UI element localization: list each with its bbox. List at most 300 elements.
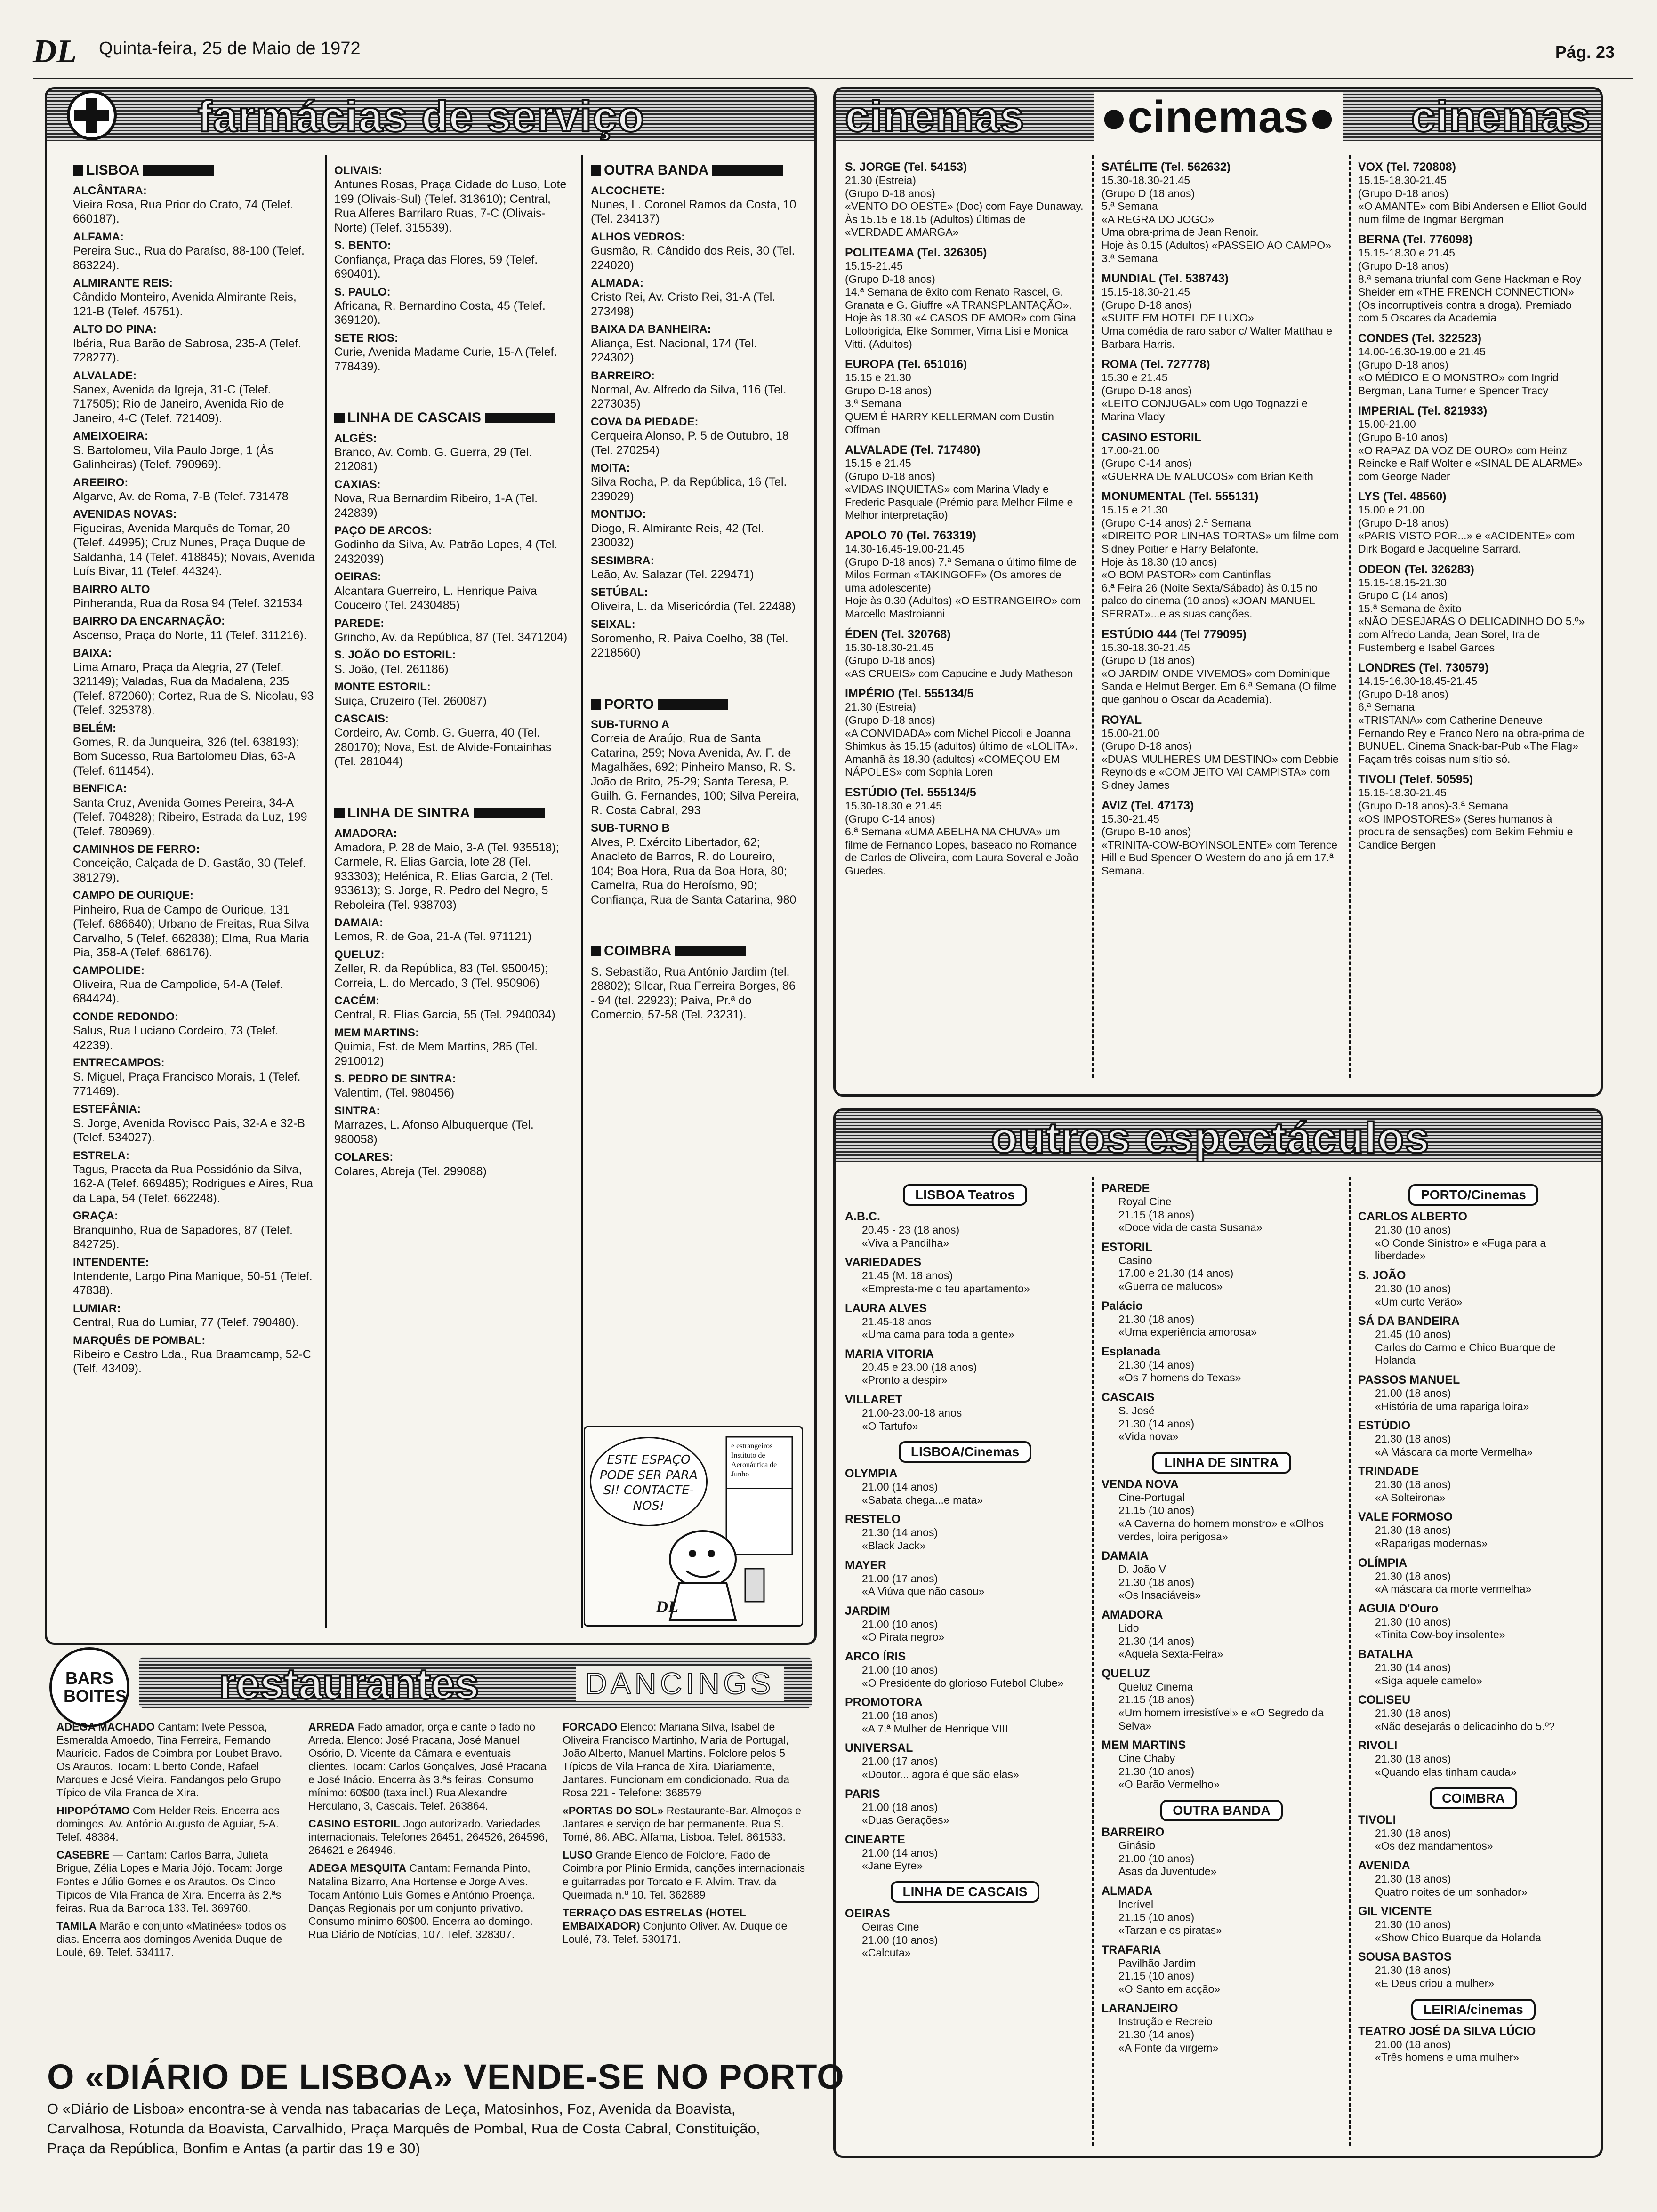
header-rule	[33, 78, 1633, 79]
locality-label: ALTO DO PINA:	[73, 323, 157, 336]
show-detail: «Vida nova»	[1118, 1430, 1179, 1443]
other-shows-banner	[836, 1111, 1601, 1162]
pharmacy-entry: Diogo, R. Almirante Reis, 42 (Tel. 230032)	[591, 521, 764, 550]
venue-name: RESTELO	[845, 1513, 901, 1526]
venue-name: JARDIM	[845, 1604, 890, 1618]
locality-label: SEIXAL:	[591, 618, 635, 631]
show-listing	[845, 1255, 1085, 1295]
locality-label: BENFICA:	[73, 782, 127, 795]
pharmacy-entry: Algarve, Av. de Roma, 7-B (Telef. 731478	[73, 489, 289, 503]
show-detail: 21.30 (14 anos)	[1118, 2028, 1195, 2041]
cinema-details: 15.15-18.30-21.45 (Grupo D-18 anos)-3.ª Semana «OS IMPOSTORES» (Seres humanos à procura de sensações) com Bekim Fehmiu e Candice Bergen	[1358, 786, 1573, 851]
venue-name: ALMADA	[1102, 1884, 1153, 1898]
restaurant-listing	[308, 1817, 548, 1857]
restaurant-listing	[563, 1848, 807, 1901]
show-listing	[845, 1833, 1085, 1873]
show-detail: «Tarzan e os piratas»	[1118, 1924, 1222, 1937]
restaurant-name: CASINO ESTORIL	[308, 1818, 401, 1830]
column-divider	[581, 155, 583, 1628]
show-listing	[845, 1393, 1085, 1433]
show-detail: 21.30 (14 anos)	[1118, 1417, 1195, 1430]
restaurant-listing	[563, 1906, 807, 1946]
show-detail: 21.30 (18 anos)	[1118, 1576, 1195, 1588]
locality-label: OLIVAIS:	[334, 164, 383, 177]
venue-name: MEM MARTINS	[1102, 1739, 1186, 1752]
pharmacy-entry: Curie, Avenida Madame Curie, 15-A (Telef. 778439).	[334, 345, 557, 373]
restaurant-listing	[563, 1804, 807, 1843]
locality-label: BAIRRO DA ENCARNAÇÃO:	[73, 615, 225, 628]
pharmacy-entry: Central, R. Elias Garcia, 55 (Tel. 2940034)	[334, 1008, 555, 1022]
cinemas-column-1	[845, 160, 1085, 884]
locality-label: BELÉM:	[73, 721, 116, 735]
show-listing	[1358, 2024, 1589, 2064]
other-shows-panel	[833, 1108, 1603, 2158]
restaurant-listing	[56, 1720, 297, 1799]
locality-label: MOITA:	[591, 462, 630, 475]
venue-name: LAURA ALVES	[845, 1301, 927, 1315]
show-detail: 21.00 (14 anos)	[862, 1481, 938, 1493]
page-number: Pág. 23	[1555, 42, 1615, 62]
locality-label: S. JOÃO DO ESTORIL:	[334, 649, 456, 662]
restaurant-details: Restaurante-Bar. Almoços e Jantares e serviço de bar permanente. Rua S. Tomé, 86. ABC. Alfama, Lisboa. Telef. 861533.	[563, 1804, 802, 1843]
pharmacy-entry: S. João, (Tel. 261186)	[334, 662, 449, 676]
cinema-listing	[845, 687, 1085, 779]
venue-name: RIVOLI	[1358, 1739, 1398, 1753]
pharmacy-entry: Confiança, Praça das Flores, 59 (Telef. 690401).	[334, 253, 538, 281]
locality-label: MEM MARTINS:	[334, 1026, 419, 1039]
show-detail: «Show Chico Buarque da Holanda	[1375, 1931, 1541, 1944]
show-detail: «A Solteirona»	[1375, 1491, 1446, 1504]
show-detail: «A 7.ª Mulher de Henrique VIII	[862, 1722, 1008, 1735]
show-detail: Lido	[1118, 1622, 1139, 1635]
show-detail: 21.30 (18 anos)	[1375, 1964, 1451, 1977]
pharmacy-entry: Cristo Rei, Av. Cristo Rei, 31-A (Tel. 273498)	[591, 290, 776, 318]
cinema-listing	[845, 627, 1085, 681]
subsection-label: PORTO/Cinemas	[1408, 1184, 1538, 1206]
cinema-details: 15.00-21.00 (Grupo B-10 anos) «O RAPAZ DA VOZ DE OURO» com Heinz Reincke e Ralf Wolter e «SINAL DE ALARME» com George Nader	[1358, 418, 1583, 482]
cinema-listing	[1102, 357, 1342, 423]
venue-name: PAREDE	[1102, 1182, 1150, 1195]
bars-boites-badge	[49, 1647, 129, 1727]
headline-subtext: O «Diário de Lisboa» encontra-se à venda nas tabacarias de Leça, Matosinhos, Foz, Avenida da Boavista, Carvalhosa, Rotunda da Boavista, Carvalhido, Praça Marquês de Pombal, Rua de Costa Cabral, Constituição, Praça da República, Bonfim e Antas (a partir das 19 e 30)	[47, 2100, 760, 2156]
locality-label: CAXIAS:	[334, 478, 381, 491]
show-listing	[845, 1347, 1085, 1387]
locality-label: S. PAULO:	[334, 285, 391, 298]
locality-label: PAÇO DE ARCOS:	[334, 524, 433, 537]
show-detail: 17.00 e 21.30 (14 anos)	[1118, 1267, 1234, 1280]
locality-label: ALMADA:	[591, 277, 643, 290]
show-detail: «A Caverna do homem monstro» e «Olhos verdes, loira perigosa»	[1118, 1517, 1324, 1543]
pharmacy-entry: Lemos, R. de Goa, 21-A (Tel. 971121)	[334, 930, 532, 944]
subsection-wrap	[845, 1438, 1085, 1467]
show-detail: «Jane Eyre»	[862, 1859, 923, 1872]
show-detail: «História de uma rapariga loira»	[1375, 1400, 1529, 1412]
show-detail: «O Conde Sinistro» e «Fuga para a liberdade»	[1375, 1236, 1546, 1262]
show-detail: 20.45 - 23 (18 anos)	[862, 1224, 960, 1236]
show-detail: «Siga aquele camelo»	[1375, 1674, 1482, 1687]
show-detail: «Pronto a despir»	[862, 1374, 948, 1387]
show-detail: 21.30 (10 anos)	[1375, 1918, 1451, 1931]
restaurant-name: TAMILA	[56, 1919, 97, 1932]
cinema-name: ROYAL	[1102, 713, 1142, 727]
show-detail: «A Máscara da morte Vermelha»	[1375, 1445, 1533, 1458]
show-detail: «Um curto Verão»	[1375, 1295, 1463, 1308]
cinema-listing	[845, 785, 1085, 878]
show-listing	[1102, 1943, 1342, 1996]
show-detail: «O Barão Vermelho»	[1118, 1778, 1220, 1791]
cinema-details: 15.15-18.30-21.45 (Grupo D-18 anos) «SUITE EM HOTEL DE LUXO» Uma comédia de raro sabor c/ Walter Matthau e Barbara Harris.	[1102, 286, 1333, 350]
cinema-listing	[1358, 160, 1589, 226]
cinema-name: LYS (Tel. 48560)	[1358, 490, 1447, 504]
show-detail: 21.30 (18 anos)	[1375, 1827, 1451, 1839]
show-listing	[1358, 1268, 1589, 1308]
cinema-listing	[845, 443, 1085, 522]
show-detail: 21.00 (14 anos)	[862, 1846, 938, 1859]
show-detail: Casino	[1118, 1254, 1152, 1266]
show-detail: «Quando elas tinham cauda»	[1375, 1766, 1517, 1778]
locality-label: BARREIRO:	[591, 369, 655, 382]
cinema-name: MUNDIAL (Tel. 538743)	[1102, 272, 1229, 286]
venue-name: BATALHA	[1358, 1648, 1414, 1661]
pharmacy-entry: Branquinho, Rua de Sapadores, 87 (Telef. 842725).	[73, 1223, 293, 1251]
show-listing	[1102, 1181, 1342, 1234]
locality-label: S. BENTO:	[334, 239, 391, 252]
restaurant-details: Marão e conjunto «Matinées» todos os dias. Encerra aos domingos Avenida Duque de Loulé, 69. Telef. 534117.	[56, 1919, 286, 1958]
pharmacy-entry: Alves, P. Exército Libertador, 62; Anacleto de Barros, R. do Loureiro, 104; Boa Hora, Rua da Boa Hora, 80; Camelra, Rua do Heroísmo, 90; Confiança, Rua de Santa Catarina, 980	[591, 835, 796, 906]
pharmacy-entry: Amadora, P. 28 de Maio, 3-A (Tel. 935518); Carmele, R. Elias Garcia, lote 28 (Tel. 933303); Helénica, R. Elias Garcia, 2 (Tel. 933613); S. Jorge, R. Pedro del Negro, 5 Reboleira (Tel. 938703)	[334, 841, 559, 912]
restaurant-name: TERRAÇO DAS ESTRELAS (HOTEL EMBAIXADOR)	[563, 1906, 746, 1932]
locality-label: INTENDENTE:	[73, 1256, 149, 1269]
locality-label: CASCAIS:	[334, 713, 389, 726]
show-detail: 21.00 (18 anos)	[862, 1801, 938, 1813]
cinema-name: ROMA (Tel. 727778)	[1102, 358, 1210, 371]
locality-label: CACÉM:	[334, 994, 379, 1008]
pharmacy-entry: Leão, Av. Salazar (Tel. 229471)	[591, 568, 754, 581]
section-heading: LINHA DE CASCAIS	[334, 409, 574, 427]
pharmacy-entry: Correia de Araújo, Rua de Santa Catarina, 259; Nova Avenida, Av. F. de Magalhães, 692; Pinheiro Manso, R. S. João de Brito, 25-29; Santa Teresa, P. Guilh. G. Fernandes, 100; Silva Pereira, R. Costa Cabral, 293	[591, 732, 800, 817]
headline: O «DIÁRIO DE LISBOA» VENDE-SE NO PORTO	[47, 2057, 845, 2096]
show-detail: 21.30 (18 anos)	[1375, 1872, 1451, 1885]
show-detail: 21.00 (10 anos)	[1118, 1852, 1195, 1865]
locality-label: CAMPOLIDE:	[73, 964, 145, 977]
locality-label: BAIXA:	[73, 647, 112, 660]
pharmacy-entry: Quimia, Est. de Mem Martins, 285 (Tel. 2910012)	[334, 1040, 538, 1068]
venue-name: QUELUZ	[1102, 1667, 1150, 1680]
other-shows-column-1	[845, 1181, 1085, 1965]
locality-label: PAREDE:	[334, 617, 385, 630]
show-listing	[1102, 1738, 1342, 1791]
show-detail: «A máscara da morte vermelha»	[1375, 1583, 1532, 1595]
show-listing	[845, 1604, 1085, 1644]
cinema-name: ODEON (Tel. 326283)	[1358, 562, 1474, 576]
show-detail: 21.45 (M. 18 anos)	[862, 1269, 953, 1282]
show-detail: 21.00 (18 anos)	[1375, 2038, 1451, 2051]
venue-name: CARLOS ALBERTO	[1358, 1210, 1467, 1224]
show-listing	[1358, 1602, 1589, 1642]
cinema-name: ALVALADE (Tel. 717480)	[845, 443, 981, 457]
show-detail: 21.00 (17 anos)	[862, 1572, 938, 1585]
venue-name: AVENIDA	[1358, 1859, 1410, 1872]
locality-label: BAIRRO ALTO	[73, 583, 150, 596]
restaurant-details: Cantam: Ivete Pessoa, Esmeralda Amoedo, Tina Ferreira, Fernando Maurício. Fados de Coimbra por Loubet Bravo. Os Arautos. Tocam: Liberto Conde, Rafael Marques e José Vieira. Fandangos pelo Grupo Típico de Vila Franca de Xira.	[56, 1721, 282, 1799]
cinema-listing	[1358, 661, 1589, 766]
pharmacy-entry: Cordeiro, Av. Comb. G. Guerra, 40 (Tel. 280170); Nova, Est. de Alvide-Fontainhas (Tel. 281044)	[334, 726, 552, 769]
show-detail: Oeiras Cine	[862, 1921, 919, 1933]
venue-name: DAMAIA	[1102, 1549, 1149, 1563]
show-detail: «Aquela Sexta-Feira»	[1118, 1648, 1223, 1660]
show-listing	[845, 1467, 1085, 1507]
cinema-listing	[845, 529, 1085, 621]
pharmacy-entry: Zeller, R. da República, 83 (Tel. 950045); Correia, L. do Mercado, 3 (Tel. 950906)	[334, 962, 548, 990]
venue-name: PASSOS MANUEL	[1358, 1373, 1460, 1387]
cinema-name: EUROPA (Tel. 651016)	[845, 358, 967, 371]
venue-name: VARIEDADES	[845, 1256, 922, 1269]
cinema-name: TIVOLI (Telef. 50595)	[1358, 773, 1473, 786]
show-detail: 21.30 (10 anos)	[1375, 1224, 1451, 1236]
cinema-details: 15.15-18.30-21.45 (Grupo D-18 anos) «O AMANTE» com Bibi Andersen e Elliot Gould num filme de Ingmar Bergman	[1358, 174, 1587, 225]
show-detail: «E Deus criou a mulher»	[1375, 1977, 1495, 1989]
show-listing	[1102, 1549, 1342, 1602]
venue-name: OLÍMPIA	[1358, 1556, 1408, 1570]
venue-name: VALE FORMOSO	[1358, 1510, 1453, 1524]
cinema-details: 15.30-18.30-21.45 (Grupo D-18 anos) «AS CRUEIS» com Capucine e Judy Matheson	[845, 641, 1073, 680]
venue-name: Esplanada	[1102, 1345, 1161, 1358]
locality-label: CAMINHOS DE FERRO:	[73, 843, 200, 856]
cinemas-column-2	[1102, 160, 1342, 884]
cinema-listing	[1358, 562, 1589, 655]
restaurant-details: Conjunto Oliver. Av. Duque de Loulé, 73. Telef. 530171.	[563, 1919, 788, 1945]
show-listing	[1358, 1950, 1589, 1990]
pharmacy-entry: Pinheiro, Rua de Campo de Ourique, 131 (Telef. 686640); Urbano de Freitas, Rua Silva Carvalho, 5 (Telef. 662838); Elma, Rua Maria Pia, 358-A (Telef. 686176).	[73, 903, 309, 960]
pharmacy-entry: Conceição, Calçada de D. Gastão, 30 (Telef. 381279).	[73, 857, 306, 884]
pharmacy-entry: Grincho, Av. da República, 87 (Tel. 3471204)	[334, 630, 568, 644]
venue-name: UNIVERSAL	[845, 1741, 913, 1755]
subsection-label: OUTRA BANDA	[1160, 1800, 1282, 1821]
column-divider	[1092, 155, 1094, 1078]
venue-name: OLYMPIA	[845, 1467, 898, 1481]
show-detail: «O Presidente do glorioso Futebol Clube»	[862, 1676, 1064, 1689]
cartoon-speech-bubble: ESTE ESPAÇO PODE SER PARA SI! CONTACTE-NOS!	[590, 1437, 708, 1526]
restaurant-listing	[56, 1848, 297, 1914]
pharmacy-entry: Sanex, Avenida da Igreja, 31-C (Telef. 717505); Rio de Janeiro, Avenida Rio de Janeiro, 4-C (Telef. 721409).	[73, 383, 284, 425]
show-detail: 21.30 (18 anos)	[1375, 1707, 1451, 1720]
show-detail: S. José	[1118, 1404, 1155, 1417]
show-detail: «Uma cama para toda a gente»	[862, 1328, 1014, 1341]
pharmacy-entry: Godinho da Silva, Av. Patrão Lopes, 4 (Tel. 2432039)	[334, 538, 558, 566]
show-detail: Royal Cine	[1118, 1195, 1172, 1208]
show-detail: «Doce vida de casta Susana»	[1118, 1221, 1263, 1234]
subsection-label: LEIRIA/cinemas	[1411, 1999, 1536, 2020]
cinema-details: 21.30 (Estreia) (Grupo D-18 anos) «VENTO DO OESTE» (Doc) com Faye Dunaway. Às 15.15 e 18.15 (Adultos) últimas de «VERDADE AMARGA»	[845, 174, 1084, 239]
pharmacy-entry: S. Bartolomeu, Vila Paulo Jorge, 1 (Às Galinheiras) (Telef. 790969).	[73, 443, 274, 472]
locality-label: SETE RIOS:	[334, 331, 399, 345]
locality-label: ESTRELA:	[73, 1149, 129, 1162]
show-detail: «Doutor... agora é que são elas»	[862, 1768, 1019, 1780]
restaurants-banner	[139, 1657, 812, 1708]
cinema-details: 15.30-18.30-21.45 (Grupo D (18 anos) «O JARDIM ONDE VIVEMOS» com Dominique Sanda e Helmut Berger. Em 6.ª Semana (O filme que ganhou o Oscar da Academia).	[1102, 641, 1337, 705]
pharmacy-entry: Figueiras, Avenida Marquês de Tomar, 20 (Telef. 44995); Cruz Nunes, Praça Duque de Saldanha, 14 (Telef. 418845); Novais, Avenida Luís Bivar, 11 (Telef. 44324).	[73, 521, 315, 578]
restaurant-name: ADEGA MESQUITA	[308, 1862, 407, 1875]
cinema-listing	[1102, 713, 1342, 792]
restaurant-name: CASEBRE	[56, 1849, 110, 1861]
show-listing	[1102, 1240, 1342, 1293]
pharmacy-entry: Pinheranda, Rua da Rosa 94 (Telef. 321534	[73, 596, 303, 610]
show-detail: 21.30 (14 anos)	[1375, 1661, 1451, 1674]
show-listing	[1358, 1373, 1589, 1413]
cinema-listing	[1102, 489, 1342, 620]
show-listing	[1358, 1510, 1589, 1550]
restaurant-details: Fado amador, orça e cante o fado no Arreda. Elenco: José Pracana, José Manuel Osório, D. Vicente da Câmara e eventuais clientes. Tocam: Carlos Gonçalves, José Pracana e José Inácio. Encerra às 3.ªs feiras. Consumo mínimo: 60$00 (taxa incl.) Rua Alexandre Herculano, 3, Cascais. Telef. 263864.	[308, 1721, 547, 1812]
locality-label: GRAÇA:	[73, 1210, 118, 1223]
show-listing	[1102, 2001, 1342, 2054]
cinema-listing	[1102, 627, 1342, 706]
show-detail: 21.30 (18 anos)	[1375, 1570, 1451, 1582]
pharmacies-title: farmácias de serviço	[198, 93, 645, 141]
show-detail: «O Pirata negro»	[862, 1631, 945, 1643]
subsection-wrap	[1358, 1785, 1589, 1813]
show-detail: Cine-Portugal	[1118, 1491, 1185, 1504]
cinema-name: CASINO ESTORIL	[1102, 430, 1202, 444]
pharmacy-entry: Ascenso, Praça do Norte, 11 (Telef. 311216).	[73, 628, 307, 642]
show-detail: 21.00 (17 anos)	[862, 1755, 938, 1768]
show-listing	[1102, 1884, 1342, 1937]
restaurants-section	[45, 1647, 812, 2043]
cinema-name: SATÉLITE (Tel. 562632)	[1102, 160, 1231, 174]
pharmacy-entry: Ribeiro e Castro Lda., Rua Braamcamp, 52-C (Telf. 43409).	[73, 1347, 311, 1376]
cinemas-column-3	[1358, 160, 1589, 858]
show-detail: 21.00 (18 anos)	[862, 1709, 938, 1722]
pharmacy-entry: Intendente, Largo Pina Manique, 50-51 (Telef. 47838).	[73, 1269, 313, 1298]
pharmacy-entry: Santa Cruz, Avenida Gomes Pereira, 34-A (Telef. 704828); Ribeiro, Estrada da Luz, 199 (Telef. 780969).	[73, 796, 307, 838]
subsection-label: LISBOA Teatros	[903, 1184, 1027, 1206]
show-listing	[1358, 1210, 1589, 1263]
show-listing	[1358, 1314, 1589, 1367]
show-detail: 21.00 (10 anos)	[862, 1664, 938, 1676]
show-detail: 21.30 (14 anos)	[1118, 1635, 1195, 1647]
show-listing	[845, 1741, 1085, 1781]
venue-name: TRINDADE	[1358, 1465, 1419, 1478]
advertising-cartoon	[584, 1426, 803, 1627]
locality-label: ALVALADE:	[73, 369, 137, 382]
venue-name: LARANJEIRO	[1102, 2002, 1178, 2015]
show-detail: Queluz Cinema	[1118, 1680, 1193, 1693]
cinemas-title-right: cinemas	[1411, 93, 1591, 141]
section-heading: LINHA DE SINTRA	[334, 805, 574, 822]
show-detail: 21.00-23.00-18 anos	[862, 1406, 962, 1419]
subsection-wrap	[1102, 1449, 1342, 1477]
locality-label: ALHOS VEDROS:	[591, 230, 685, 243]
cinema-name: S. JORGE (Tel. 54153)	[845, 160, 967, 174]
cinema-details: 15.30 e 21.45 (Grupo D-18 anos) «LEITO CONJUGAL» com Ugo Tognazzi e Marina Vlady	[1102, 371, 1308, 423]
show-detail: 21.30 (18 anos)	[1375, 1753, 1451, 1765]
cinemas-title-center: ●cinemas●	[1094, 92, 1342, 141]
cinema-name: VOX (Tel. 720808)	[1358, 160, 1456, 174]
locality-label: ESTEFÂNIA:	[73, 1103, 141, 1116]
cartoon-signature: DL	[656, 1597, 678, 1616]
restaurant-details: Jogo autorizado. Variedades internacionais. Telefones 26451, 264526, 264596, 264621 e 264946.	[308, 1818, 548, 1857]
subsection-label: LISBOA/Cinemas	[899, 1441, 1031, 1463]
show-listing	[845, 1512, 1085, 1552]
show-listing	[845, 1787, 1085, 1827]
venue-name: TIVOLI	[1358, 1813, 1396, 1827]
locality-label: ALCOCHETE:	[591, 184, 665, 197]
pharmacy-entry: Oliveira, Rua de Campolide, 54-A (Telef. 684424).	[73, 978, 283, 1006]
show-detail: 21.45 (10 anos)	[1375, 1328, 1451, 1341]
pharmacy-entry: Branco, Av. Comb. G. Guerra, 29 (Tel. 212081)	[334, 445, 532, 473]
show-listing	[1358, 1556, 1589, 1596]
restaurant-listing	[308, 1720, 548, 1812]
show-listing	[845, 1210, 1085, 1250]
restaurants-title: restaurantes	[219, 1660, 479, 1708]
cinema-listing	[1102, 160, 1342, 265]
other-shows-column-3	[1358, 1181, 1589, 2070]
cinema-details: 15.15-21.45 (Grupo D-18 anos) 14.ª Semana de êxito com Renato Rascel, G. Granata e G. Giuffre «A TRANSPLANTAÇÃO». Hoje às 18.30 «4 CASOS DE AMOR» com Gina Lollobrigida, Elke Sommer, Virna Lisi e Monica Vitti. (Adultos)	[845, 259, 1076, 350]
venue-name: CASCAIS	[1102, 1390, 1155, 1404]
locality-label: ALMIRANTE REIS:	[73, 277, 173, 290]
cinema-name: ÉDEN (Tel. 320768)	[845, 627, 951, 641]
subsection-wrap	[845, 1878, 1085, 1907]
restaurant-details: — Cantam: Carlos Barra, Julieta Brigue, Zélia Lopes e Maria Jójó. Tocam: Jorge Fontes e Júlio Gomes e os Arautos. Os Cinco Típicos de Vila Franca de Xira. Encerra às 2.ªs feiras. Rua da Barroca 133. Tel. 369760.	[56, 1849, 283, 1914]
locality-label: LUMIAR:	[73, 1302, 121, 1315]
locality-label: QUELUZ:	[334, 948, 385, 961]
cinema-details: 15.30-21.45 (Grupo B-10 anos) «TRINITA-COW-BOYINSOLENTE» com Terence Hill e Bud Spencer O Western do ano já em 17.ª Semana.	[1102, 812, 1338, 877]
cinema-listing	[845, 357, 1085, 436]
show-listing	[1358, 1464, 1589, 1504]
restaurant-listing	[563, 1720, 807, 1799]
locality-label: COVA DA PIEDADE:	[591, 415, 699, 428]
show-detail: Incrível	[1118, 1898, 1154, 1910]
page-header	[33, 33, 1633, 71]
spacer	[591, 661, 800, 694]
cinema-listing	[1358, 331, 1589, 397]
restaurants-column-2	[308, 1720, 548, 1946]
locality-label: BAIXA DA BANHEIRA:	[591, 323, 711, 336]
cinema-details: 15.15 e 21.30 (Grupo C-14 anos) 2.ª Semana «DIREITO POR LINHAS TORTAS» um filme com Sidney Poitier e Harry Belafonte. Hoje às 18.30 (10 anos) «O BOM PASTOR» com Cantinflas 6.ª Feira 26 (Noite Sexta/Sábado) às 0.15 no palco do cinema (10 anos) «JOAN MANUEL SERRAT»...e as suas canções.	[1102, 504, 1339, 620]
venue-name: COLISEU	[1358, 1693, 1411, 1707]
cinema-details: 15.15 e 21.30 Grupo D-18 anos) 3.ª Semana QUEM É HARRY KELLERMAN com Dustin Offman	[845, 371, 1054, 436]
locality-label: DAMAIA:	[334, 916, 383, 930]
venue-name: PARIS	[845, 1787, 880, 1801]
show-detail: «O Tartufo»	[862, 1419, 918, 1432]
show-listing	[845, 1695, 1085, 1735]
restaurant-listing	[56, 1804, 297, 1843]
show-detail: D. João V	[1118, 1563, 1166, 1576]
pharmacy-entry: Colares, Abreja (Tel. 299088)	[334, 1164, 487, 1178]
show-detail: Carlos do Carmo e Chico Buarque de Holanda	[1375, 1341, 1556, 1367]
show-detail: «Viva a Pandilha»	[862, 1236, 949, 1249]
cartoon-sign-text: e estrangeiros Instituto de Aeronáutica de Junho	[731, 1442, 777, 1478]
show-listing	[1102, 1299, 1342, 1339]
show-listing	[1358, 1859, 1589, 1899]
show-detail: «A Fonte da virgem»	[1118, 2041, 1219, 2054]
show-detail: 21.00 (10 anos)	[862, 1618, 938, 1630]
cinema-name: POLITEAMA (Tel. 326305)	[845, 246, 987, 259]
show-detail: 21.15 (10 anos)	[1118, 1970, 1195, 1982]
locality-label: SUB-TURNO B	[591, 822, 670, 835]
restaurant-name: FORCADO	[563, 1721, 618, 1733]
locality-label: OEIRAS:	[334, 570, 382, 584]
cinemas-banner	[836, 89, 1601, 141]
cinema-details: 14.15-16.30-18.45-21.45 (Grupo D-18 anos) 6.ª Semana «TRISTANA» com Catherine Deneuve Fernando Rey e Franco Nero na obra-prima de BUNUEL. Cinema Snack-bar-Pub «The Flag» Façam três coisas num sítio só.	[1358, 675, 1585, 765]
pharmacy-entry: Nunes, L. Coronel Ramos da Costa, 10 (Tel. 234137)	[591, 198, 796, 226]
locality-label: ALFAMA:	[73, 230, 124, 243]
cross-icon	[64, 89, 125, 141]
locality-label: ALGÉS:	[334, 432, 377, 445]
pharmacy-entry: S. Sebastião, Rua António Jardim (tel. 28802); Silcar, Rua Ferreira Borges, 86 - 94 (tel. 22923); Paiva, Pr.ª do Comércio, 57-58 (Tel. 23231).	[591, 965, 796, 1022]
pharmacy-entry: Gomes, R. da Junqueira, 326 (tel. 638193); Bom Sucesso, Rua Bartolomeu Dias, 63-A (Telef. 611454).	[73, 735, 299, 777]
show-detail: «Sabata chega...e mata»	[862, 1493, 983, 1506]
locality-label: SESIMBRA:	[591, 554, 654, 567]
